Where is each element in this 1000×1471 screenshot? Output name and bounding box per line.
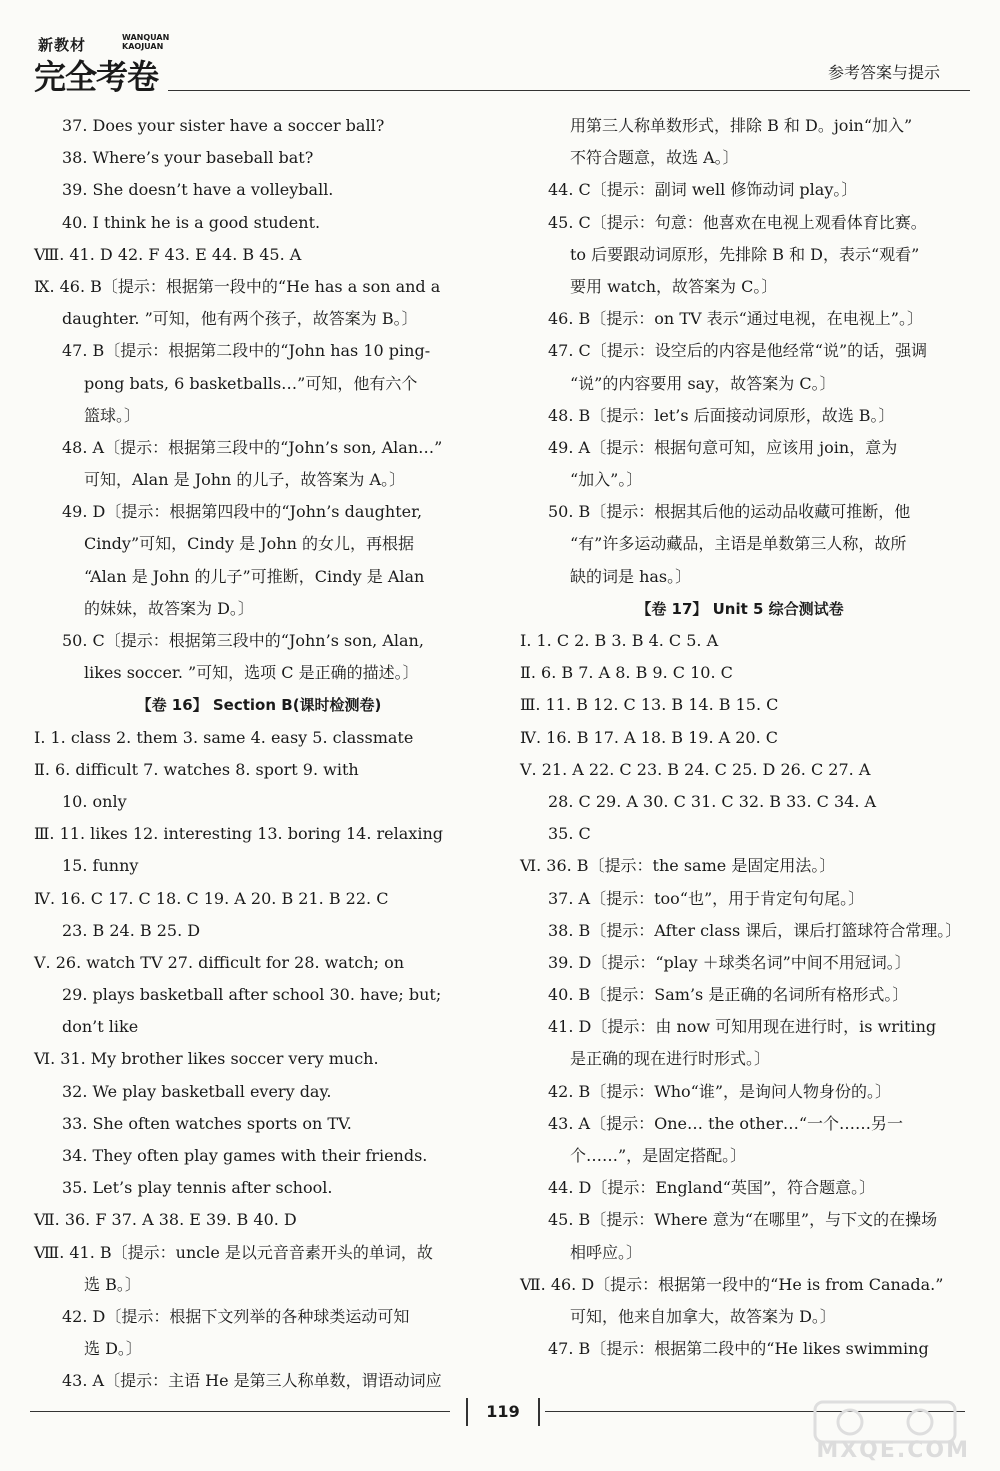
answer-line: Ⅰ. 1. class 2. them 3. same 4. easy 5. classmate xyxy=(34,727,414,747)
page-number: 119 xyxy=(466,1398,540,1426)
answer-line: 15. funny xyxy=(62,856,139,876)
answer-line: Ⅵ. 36. B〔提示：the same 是固定用法。〕 xyxy=(520,856,836,876)
right-column xyxy=(520,110,960,1365)
answer-line: 的妹妹，故答案为 D。〕 xyxy=(84,598,254,618)
answer-line: 50. B〔提示：根据其后他的运动品收藏可推断，他 xyxy=(548,502,911,522)
answer-line: 要用 watch，故答案为 C。〕 xyxy=(570,276,778,296)
answer-line: 42. B〔提示：Who“谁”，是询问人物身份的。〕 xyxy=(548,1081,892,1101)
watermark-text: MXQE.COM xyxy=(816,1438,970,1463)
answer-line: 46. B〔提示：on TV 表示“通过电视，在电视上”。〕 xyxy=(548,309,923,329)
answer-line: 28. C 29. A 30. C 31. C 32. B 33. C 34. A xyxy=(548,791,877,811)
brand-logo: 完全考卷 xyxy=(34,57,159,98)
header-title: 参考答案与提示 xyxy=(827,63,940,82)
answer-line: Ⅸ. 46. B〔提示：根据第一段中的“He has a son and a xyxy=(34,276,441,296)
answer-line: 42. D〔提示：根据下文列举的各种球类运动可知 xyxy=(62,1306,410,1326)
answer-line: “加入”。〕 xyxy=(570,470,643,490)
answer-line: Ⅱ. 6. B 7. A 8. B 9. C 10. C xyxy=(520,663,733,683)
answer-line: 44. D〔提示：England“英国”，符合题意。〕 xyxy=(548,1178,876,1198)
answer-line: 48. A〔提示：根据第三段中的“John’s son, Alan…” xyxy=(62,437,443,457)
brand-pinyin xyxy=(122,33,169,51)
answer-line: 个……”，是固定搭配。〕 xyxy=(570,1146,747,1165)
header-divider xyxy=(168,90,970,91)
answer-line: Ⅳ. 16. B 17. A 18. B 19. A 20. C xyxy=(520,727,779,747)
answer-line: Ⅴ. 26. watch TV 27. difficult for 28. watch; on xyxy=(34,952,405,972)
answer-line: 47. C〔提示：设空后的内容是他经常“说”的话，强调 xyxy=(548,341,928,361)
brand-subtitle: 新教材 xyxy=(38,36,87,54)
page-header xyxy=(30,30,970,98)
answer-line: 可知，他来自加拿大，故答案为 D。〕 xyxy=(570,1306,836,1326)
answer-line: don’t like xyxy=(62,1017,139,1037)
answer-line: Ⅶ. 36. F 37. A 38. E 39. B 40. D xyxy=(34,1210,297,1230)
brand-pinyin-line-2: KAOJUAN xyxy=(122,42,164,51)
answer-line: 39. D〔提示：“play ＋球类名词”中间不用冠词。〕 xyxy=(548,952,911,972)
section-title: 【卷 17】 Unit 5 综合测试卷 xyxy=(636,599,844,618)
answer-line: 33. She often watches sports on TV. xyxy=(62,1113,352,1133)
answer-line: Ⅴ. 21. A 22. C 23. B 24. C 25. D 26. C 27. A xyxy=(520,759,871,779)
answer-line: 45. C〔提示：句意：他喜欢在电视上观看体育比赛。 xyxy=(548,212,927,232)
answer-line: 49. D〔提示：根据第四段中的“John’s daughter, xyxy=(62,502,423,522)
answer-line: 49. A〔提示：根据句意可知，应该用 join，意为 xyxy=(548,437,898,457)
answer-line: Ⅷ. 41. B〔提示：uncle 是以元音音素开头的单词，故 xyxy=(34,1242,433,1262)
answer-line: “有”许多运动藏品，主语是单数第三人称，故所 xyxy=(570,534,907,554)
answer-line: Ⅵ. 31. My brother likes soccer very much. xyxy=(34,1049,379,1069)
answer-line: 23. B 24. B 25. D xyxy=(62,920,201,940)
answer-line: 35. C xyxy=(548,824,591,844)
answer-line: 可知，Alan 是 John 的儿子，故答案为 A。〕 xyxy=(84,470,406,490)
answer-line: 43. A〔提示：One… the other…“一个……另一 xyxy=(548,1113,904,1133)
answer-line: “说”的内容要用 say，故答案为 C。〕 xyxy=(570,373,836,393)
answer-line: 选 D。〕 xyxy=(84,1339,142,1359)
brand-pinyin-line-1: WANQUAN xyxy=(122,33,170,42)
answer-line: 38. Where’s your baseball bat? xyxy=(62,148,314,168)
answer-line: 篮球。〕 xyxy=(84,405,141,425)
answer-line: 32. We play basketball every day. xyxy=(62,1081,332,1101)
answer-line: 29. plays basketball after school 30. have; but; xyxy=(62,985,442,1005)
answer-line: 34. They often play games with their friends. xyxy=(62,1146,428,1165)
answer-line: Ⅲ. 11. likes 12. interesting 13. boring 14. relaxing xyxy=(34,824,443,844)
answer-line: 是正确的现在进行时形式。〕 xyxy=(570,1049,771,1069)
answer-line: Ⅶ. 46. D〔提示：根据第一段中的“He is from Canada.” xyxy=(520,1274,944,1294)
answer-line: 10. only xyxy=(62,791,127,811)
answer-line: 40. I think he is a good student. xyxy=(62,212,321,232)
answer-line: 48. B〔提示：let’s 后面接动词原形，故选 B。〕 xyxy=(548,405,895,425)
answer-line: pong bats, 6 basketballs…”可知，他有六个 xyxy=(84,373,418,393)
answer-line: 40. B〔提示：Sam’s 是正确的名词所有格形式。〕 xyxy=(548,985,909,1005)
answer-line: 用第三人称单数形式，排除 B 和 D。join“加入” xyxy=(570,116,913,135)
answer-line: 47. B〔提示：根据第二段中的“John has 10 ping- xyxy=(62,341,431,361)
left-column xyxy=(34,110,484,1398)
answer-line: Ⅰ. 1. C 2. B 3. B 4. C 5. A xyxy=(520,631,719,650)
answer-line: daughter. ”可知，他有两个孩子，故答案为 B。〕 xyxy=(62,309,418,329)
answer-line: Ⅲ. 11. B 12. C 13. B 14. B 15. C xyxy=(520,695,779,715)
answer-line: “Alan 是 John 的儿子”可推断，Cindy 是 Alan xyxy=(84,566,425,586)
answer-line: Cindy”可知，Cindy 是 John 的女儿，再根据 xyxy=(84,534,414,554)
answer-line: 50. C〔提示：根据第三段中的“John’s son, Alan, xyxy=(62,631,424,650)
section-title: 【卷 16】 Section B(课时检测卷) xyxy=(136,696,382,715)
answer-line: 37. A〔提示：too“也”，用于肯定句句尾。〕 xyxy=(548,888,865,908)
answer-line: 35. Let’s play tennis after school. xyxy=(62,1178,333,1198)
answer-line: 44. C〔提示：副词 well 修饰动词 play。〕 xyxy=(548,180,858,200)
answer-line: 43. A〔提示：主语 He 是第三人称单数，谓语动词应 xyxy=(62,1371,442,1391)
answer-line: 39. She doesn’t have a volleyball. xyxy=(62,180,334,200)
answer-line: 选 B。〕 xyxy=(84,1274,141,1294)
answer-line: 41. D〔提示：由 now 可知用现在进行时，is writing xyxy=(548,1017,937,1037)
answer-line: 相呼应。〕 xyxy=(570,1242,643,1262)
answer-line: 38. B〔提示：After class 课后，课后打篮球符合常理。〕 xyxy=(548,920,962,940)
answer-line: 47. B〔提示：根据第二段中的“He likes swimming xyxy=(548,1339,929,1359)
answer-line: to 后要跟动词原形，先排除 B 和 D，表示“观看” xyxy=(570,244,920,264)
answer-line: Ⅱ. 6. difficult 7. watches 8. sport 9. with xyxy=(34,759,359,779)
answer-line: 45. B〔提示：Where 意为“在哪里”，与下文的在操场 xyxy=(548,1210,938,1230)
footer-divider-left xyxy=(30,1411,450,1412)
answer-line: likes soccer. ”可知，选项 C 是正确的描述。〕 xyxy=(84,663,419,683)
answer-line: 缺的词是 has。〕 xyxy=(570,566,692,586)
answer-line: 不符合题意，故选 A。〕 xyxy=(570,148,739,168)
answer-line: 37. Does your sister have a soccer ball? xyxy=(62,116,385,135)
answer-line: Ⅷ. 41. D 42. F 43. E 44. B 45. A xyxy=(34,244,302,264)
answer-line: Ⅳ. 16. C 17. C 18. C 19. A 20. B 21. B 22. C xyxy=(34,888,389,908)
